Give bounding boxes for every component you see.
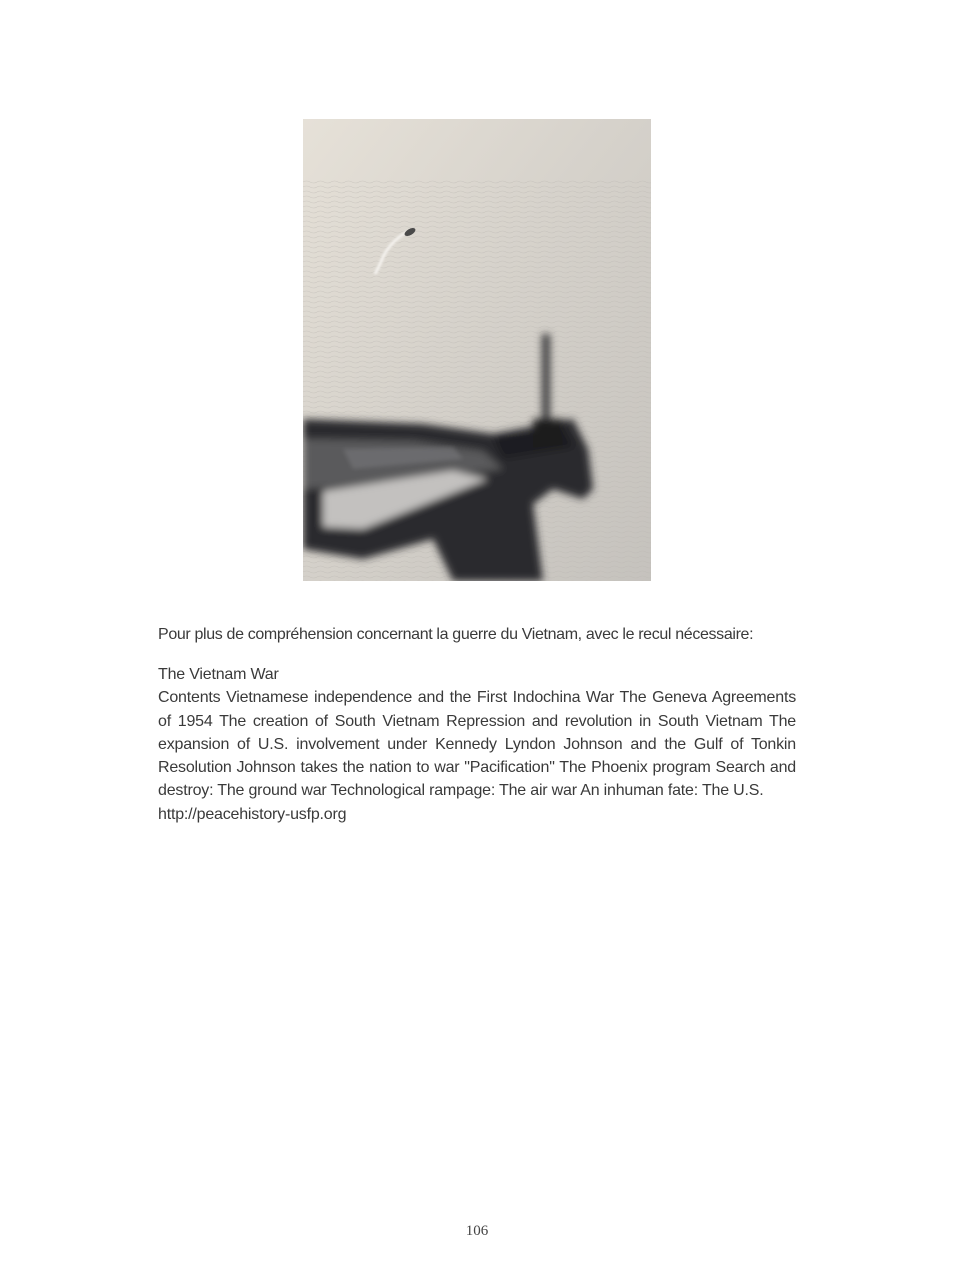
- article-title: The Vietnam War: [158, 666, 279, 683]
- article-block: [158, 663, 796, 826]
- article-contents: Contents Vietnamese independence and the First Indochina War The Geneva Agreements of 1954 The creation of South Vietnam Repression and revolution in South Vietnam The expansion of U.S. involvement under Kennedy Lyndon Johnson and the Gulf of Tonkin Resolution Johnson takes the nation to war "Pacification" The Phoenix program Search and destroy: The ground war Technological rampage: The air war An inhuman fate: The U.S.: [158, 689, 796, 800]
- vietnam-war-photograph: [303, 119, 651, 581]
- article-link[interactable]: http://peacehistory-usfp.org: [158, 805, 347, 823]
- intro-paragraph: Pour plus de compréhension concernant la guerre du Vietnam, avec le recul nécessaire:: [158, 626, 754, 643]
- page-number: 106: [465, 1223, 489, 1239]
